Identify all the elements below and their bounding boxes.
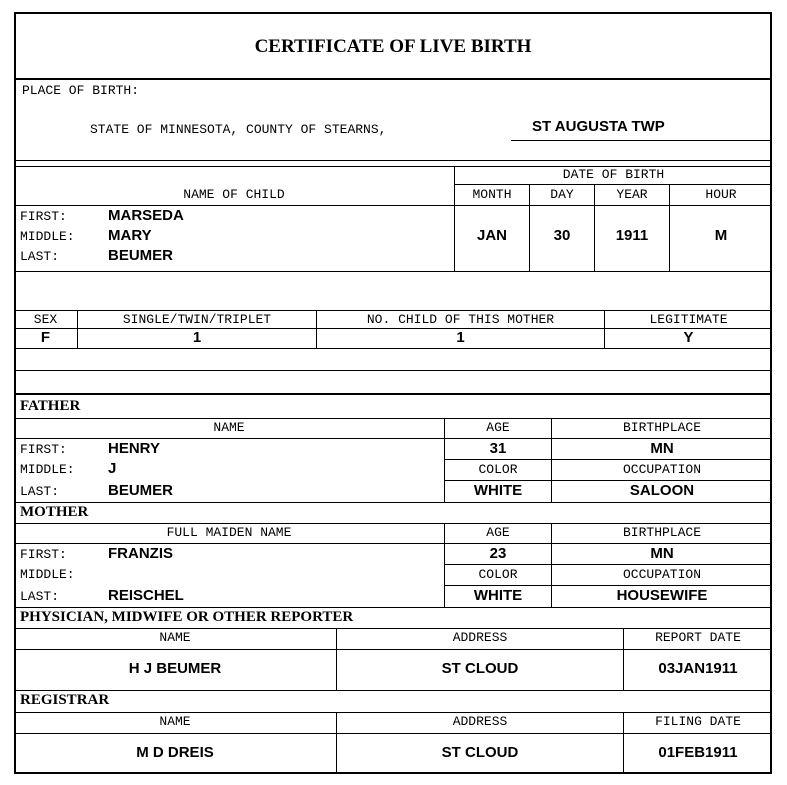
year-label: YEAR <box>616 187 648 202</box>
physician-section-title: PHYSICIAN, MIDWIFE OR OTHER REPORTER <box>20 609 354 625</box>
divider <box>14 649 772 650</box>
registrar-name: M D DREIS <box>136 744 214 761</box>
plurality-value: 1 <box>192 329 202 346</box>
child-number-value: 1 <box>456 329 465 346</box>
filing-date: 01FEB1911 <box>658 744 738 761</box>
divider <box>14 160 772 161</box>
child-first-label: FIRST: <box>20 209 67 224</box>
divider <box>14 438 772 439</box>
month-label: MONTH <box>472 187 512 202</box>
mother-name-header: FULL MAIDEN NAME <box>166 525 292 540</box>
mother-section-title: MOTHER <box>20 504 89 520</box>
divider <box>444 564 772 565</box>
divider <box>14 393 772 395</box>
township-underline <box>511 140 770 141</box>
divider <box>14 502 772 503</box>
mother-birthplace-label: BIRTHPLACE <box>622 525 701 540</box>
divider <box>14 712 772 713</box>
divider <box>14 310 772 311</box>
father-color: WHITE <box>473 482 523 499</box>
plurality-label: SINGLE/TWIN/TRIPLET <box>122 312 272 327</box>
mother-color-label: COLOR <box>478 567 518 582</box>
divider <box>14 205 772 206</box>
physician-address-label: ADDRESS <box>452 630 508 645</box>
birth-hour: M <box>714 227 728 244</box>
father-name-header: NAME <box>213 420 245 435</box>
state-county-text: STATE OF MINNESOTA, COUNTY OF STEARNS, <box>90 122 387 137</box>
mother-last-name: REISCHEL <box>108 587 184 604</box>
date-of-birth-header: DATE OF BIRTH <box>562 167 665 182</box>
birth-township: ST AUGUSTA TWP <box>532 118 665 135</box>
registrar-address: ST CLOUD <box>441 744 519 761</box>
report-date: 03JAN1911 <box>658 660 738 677</box>
registrar-address-label: ADDRESS <box>452 714 508 729</box>
mother-middle-label: MIDDLE: <box>20 567 75 582</box>
certificate-title: CERTIFICATE OF LIVE BIRTH <box>254 36 532 57</box>
divider <box>14 543 772 544</box>
mother-occupation: HOUSEWIFE <box>616 587 708 604</box>
child-first-name: MARSEDA <box>108 207 184 224</box>
father-age-label: AGE <box>486 420 510 435</box>
divider <box>14 733 772 734</box>
father-birthplace: MN <box>650 440 674 457</box>
father-occupation: SALOON <box>629 482 695 499</box>
mother-birthplace: MN <box>650 545 674 562</box>
divider <box>444 480 772 481</box>
registrar-section-title: REGISTRAR <box>20 692 110 708</box>
day-label: DAY <box>550 187 574 202</box>
father-age: 31 <box>489 440 507 457</box>
father-first-name: HENRY <box>108 440 160 457</box>
divider <box>14 78 772 80</box>
child-number-label: NO. CHILD OF THIS MOTHER <box>366 312 555 327</box>
father-occupation-label: OCCUPATION <box>622 462 701 477</box>
father-middle-label: MIDDLE: <box>20 462 75 477</box>
physician-address: ST CLOUD <box>441 660 519 677</box>
divider <box>14 628 772 629</box>
divider <box>444 585 772 586</box>
sex-label: SEX <box>33 312 58 327</box>
mother-occupation-label: OCCUPATION <box>622 567 701 582</box>
hour-label: HOUR <box>705 187 737 202</box>
sex-value: F <box>40 329 51 346</box>
divider <box>444 459 772 460</box>
father-first-label: FIRST: <box>20 442 67 457</box>
child-middle-name: MARY <box>108 227 152 244</box>
divider <box>14 348 772 349</box>
father-last-label: LAST: <box>20 484 60 499</box>
name-of-child-header: NAME OF CHILD <box>183 187 285 202</box>
place-of-birth-label: PLACE OF BIRTH: <box>22 83 140 98</box>
divider <box>14 271 772 272</box>
father-birthplace-label: BIRTHPLACE <box>622 420 701 435</box>
divider <box>14 370 772 371</box>
physician-name-label: NAME <box>159 630 191 645</box>
filing-date-label: FILING DATE <box>655 714 741 729</box>
divider <box>14 523 772 524</box>
mother-age-label: AGE <box>486 525 510 540</box>
child-last-label: LAST: <box>20 249 60 264</box>
mother-color: WHITE <box>473 587 523 604</box>
birth-day: 30 <box>553 227 571 244</box>
child-middle-label: MIDDLE: <box>20 229 75 244</box>
legitimate-value: Y <box>683 329 694 346</box>
father-color-label: COLOR <box>478 462 518 477</box>
report-date-label: REPORT DATE <box>655 630 741 645</box>
mother-age: 23 <box>489 545 507 562</box>
birth-month: JAN <box>476 227 507 244</box>
divider <box>14 607 772 608</box>
mother-first-name: FRANZIS <box>108 545 173 562</box>
divider <box>14 690 772 691</box>
mother-last-label: LAST: <box>20 589 60 604</box>
divider <box>454 184 772 185</box>
divider <box>14 418 772 419</box>
birth-year: 1911 <box>615 227 649 244</box>
father-middle-name: J <box>108 460 117 477</box>
child-last-name: BEUMER <box>108 247 174 264</box>
physician-name: H J BEUMER <box>128 660 222 677</box>
mother-first-label: FIRST: <box>20 547 67 562</box>
registrar-name-label: NAME <box>159 714 191 729</box>
father-section-title: FATHER <box>20 398 81 414</box>
father-last-name: BEUMER <box>108 482 174 499</box>
legitimate-label: LEGITIMATE <box>649 312 728 327</box>
